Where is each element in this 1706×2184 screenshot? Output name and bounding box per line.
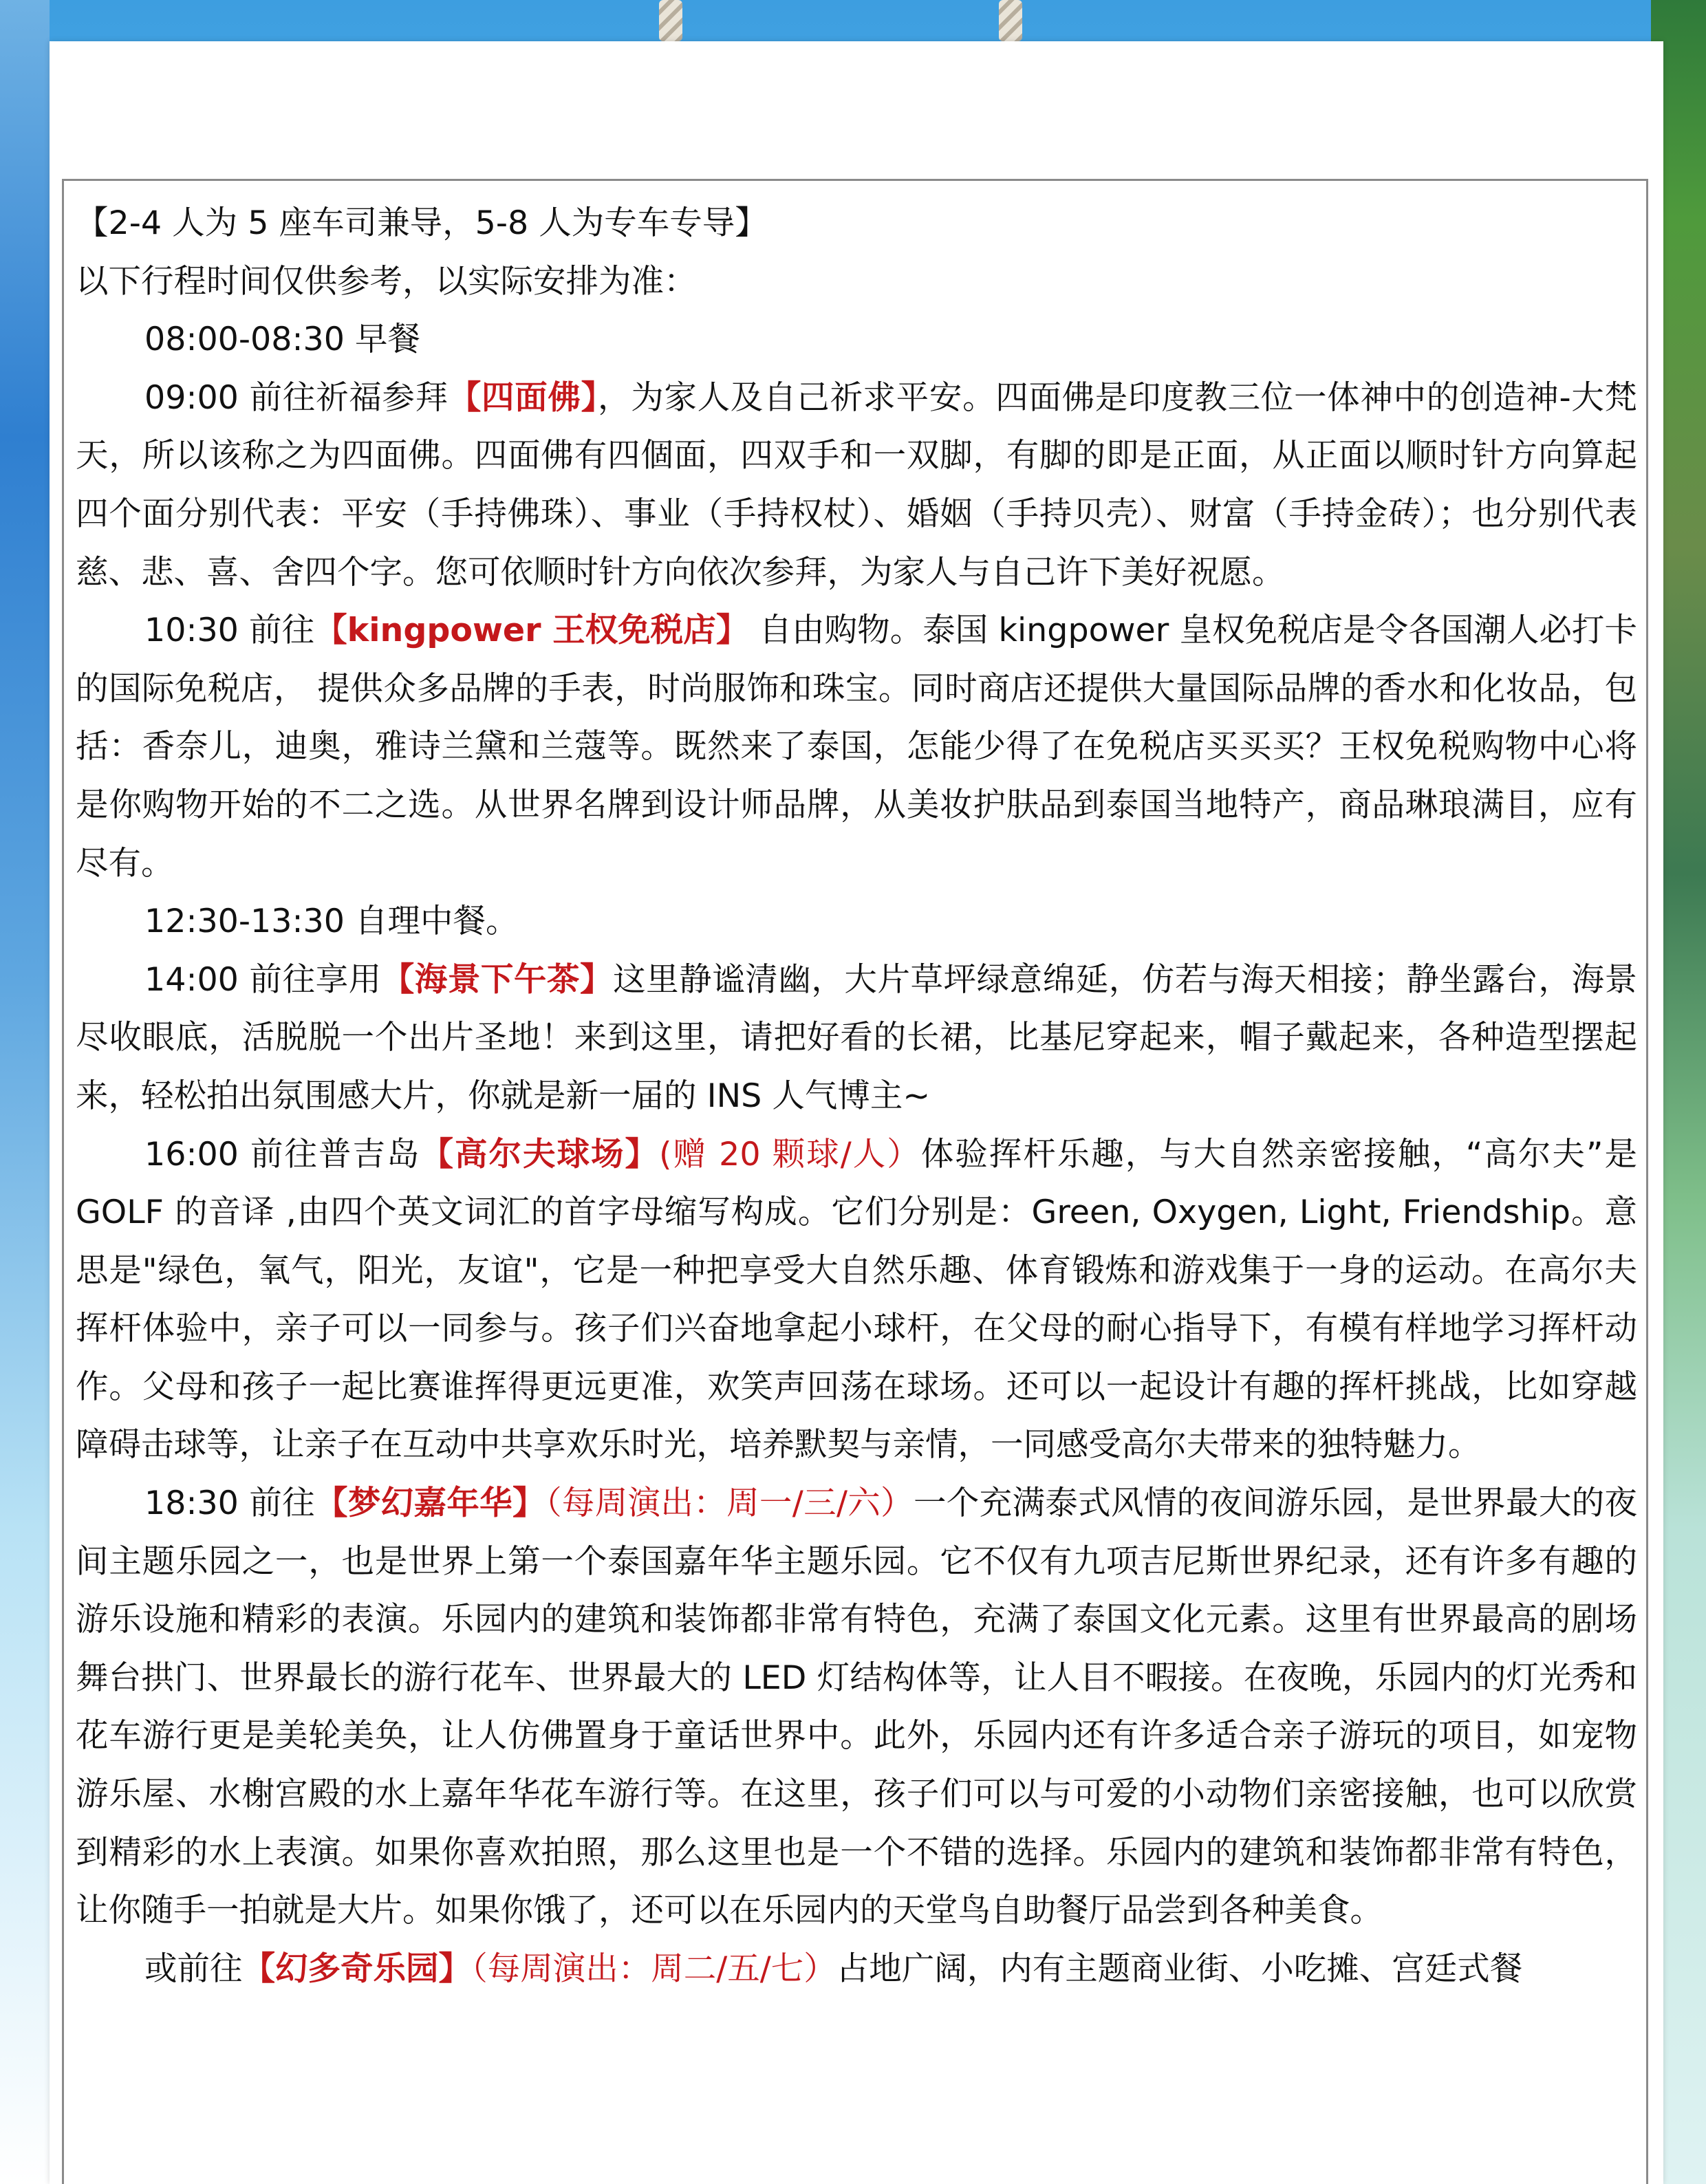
paragraph-body: 体验挥杆乐趣，与大自然亲密接触，“高尔夫”是 GOLF 的音译 ,由四个英文词汇的首字母缩写构成。它们分别是：Green, Oxygen, Light, Friendship。意思是"绿色，氧气，阳光，友谊"，它是一种把享受大自然乐趣、体育锻炼和游戏集于一身的运动。在高尔夫挥杆体验中，亲子可以一同参与。孩子们兴奋地拿起小球杆，在父母的耐心指导下，有模有样地学习挥杆动作。父母和孩子一起比赛谁挥得更远更准，欢笑声回荡在球场。还可以一起设计有趣的挥杆挑战，比如穿越障碍击球等，让亲子在互动中共享欢乐时光，培养默契与亲情，一同感受高尔夫带来的独特魅力。 <box>76 1135 1637 1464</box>
hanging-rope-right <box>999 0 1022 41</box>
attraction-name: 【幻多奇乐园】 <box>242 1949 471 1988</box>
time-label: 14:00 前往享用 <box>144 960 382 999</box>
attraction-name: 【四面佛】 <box>448 378 598 417</box>
afternoon-tea-paragraph <box>76 951 1637 1126</box>
attraction-note: (赠 20 颗球/人） <box>659 1135 921 1174</box>
golf-paragraph <box>76 1126 1637 1475</box>
four-faced-buddha-paragraph <box>76 369 1637 602</box>
background-sea-left <box>0 0 50 2184</box>
fantasea-paragraph <box>76 1940 1637 1999</box>
itinerary-text <box>76 195 1637 1998</box>
paragraph-body: 占地广阔，内有主题商业街、小吃摊、宫廷式餐 <box>836 1949 1523 1988</box>
attraction-name: 【kingpower 王权免税店】 <box>314 612 749 650</box>
attraction-note: （每周演出：周二/五/七） <box>471 1949 836 1988</box>
time-label: 16:00 前往普吉岛 <box>144 1135 421 1174</box>
attraction-name: 【海景下午茶】 <box>381 960 614 999</box>
carnival-paragraph <box>76 1475 1637 1940</box>
lunch-line: 12:30-13:30 自理中餐。 <box>144 902 519 941</box>
paragraph-body: 一个充满泰式风情的夜间游乐园，是世界最大的夜间主题乐园之一，也是世界上第一个泰国嘉年华主题乐园。它不仅有九项吉尼斯世界纪录，还有许多有趣的游乐设施和精彩的表演。乐园内的建筑和装饰都非常有特色，充满了泰国文化元素。这里有世界最高的剧场舞台拱门、世界最长的游行花车、世界最大的 LED 灯结构体等，让人目不暇接。在夜晚，乐园内的灯光秀和花车游行更是美轮美奂，让人仿佛置身于童话世界中。此外，乐园内还有许多适合亲子游玩的项目，如宠物游乐屋、水榭宫殿的水上嘉年华花车游行等。在这里，孩子们可以与可爱的小动物们亲密接触，也可以欣赏到精彩的水上表演。如果你喜欢拍照，那么这里也是一个不错的选择。乐园内的建筑和装饰都非常有特色，让你随手一拍就是大片。如果你饿了，还可以在乐园内的天堂鸟自助餐厅品尝到各种美食。 <box>76 1484 1637 1930</box>
breakfast-line: 08:00-08:30 早餐 <box>144 321 421 359</box>
paragraph-body: 自由购物。泰国 kingpower 皇权免税店是令各国潮人必打卡的国际免税店， 提供众多品牌的手表，时尚服饰和珠宝。同时商店还提供大量国际品牌的香水和化妆品，包括：香奈儿，迪奥，雅诗兰黛和兰蔻等。既然来了泰国，怎能少得了在免税店买买买？王权免税购物中心将是你购物开始的不二之选。从世界名牌到设计师品牌，从美妆护肤品到泰国当地特产，商品琳琅满目，应有尽有。 <box>76 612 1637 883</box>
kingpower-paragraph <box>76 602 1637 893</box>
paragraph-body: ，为家人及自己祈求平安。四面佛是印度教三位一体神中的创造神-大梵天，所以该称之为四面佛。四面佛有四個面，四双手和一双脚，有脚的即是正面，从正面以顺时针方向算起四个面分别代表：平安（手持佛珠）、事业（手持权杖）、婚姻（手持贝壳）、财富（手持金砖）；也分别代表慈、悲、喜、舍四个字。您可依顺时针方向依次参拜，为家人与自己许下美好祝愿。 <box>76 378 1637 592</box>
attraction-note: （每周演出：周一/三/六） <box>545 1484 914 1523</box>
attraction-name: 【高尔夫球场】 <box>420 1135 660 1174</box>
paragraph-body: 这里静谧清幽，大片草坪绿意绵延，仿若与海天相接；静坐露台，海景尽收眼底，活脱脱一个出片圣地！来到这里，请把好看的长裙，比基尼穿起来，帽子戴起来，各种造型摆起来，轻松拍出氛围感大片，你就是新一届的 INS 人气博主~ <box>76 960 1638 1115</box>
time-label: 10:30 前往 <box>144 612 315 650</box>
schedule-disclaimer: 以下行程时间仅供参考，以实际安排为准： <box>76 262 697 301</box>
hanging-rope-left <box>659 0 682 41</box>
time-label: 09:00 前往祈福参拜 <box>144 378 449 417</box>
time-label: 或前往 <box>144 1949 243 1988</box>
time-label: 18:30 前往 <box>144 1484 315 1523</box>
vehicle-note: 【2-4 人为 5 座车司兼导，5-8 人为专车专导】 <box>76 204 768 242</box>
attraction-name: 【梦幻嘉年华】 <box>315 1484 546 1523</box>
